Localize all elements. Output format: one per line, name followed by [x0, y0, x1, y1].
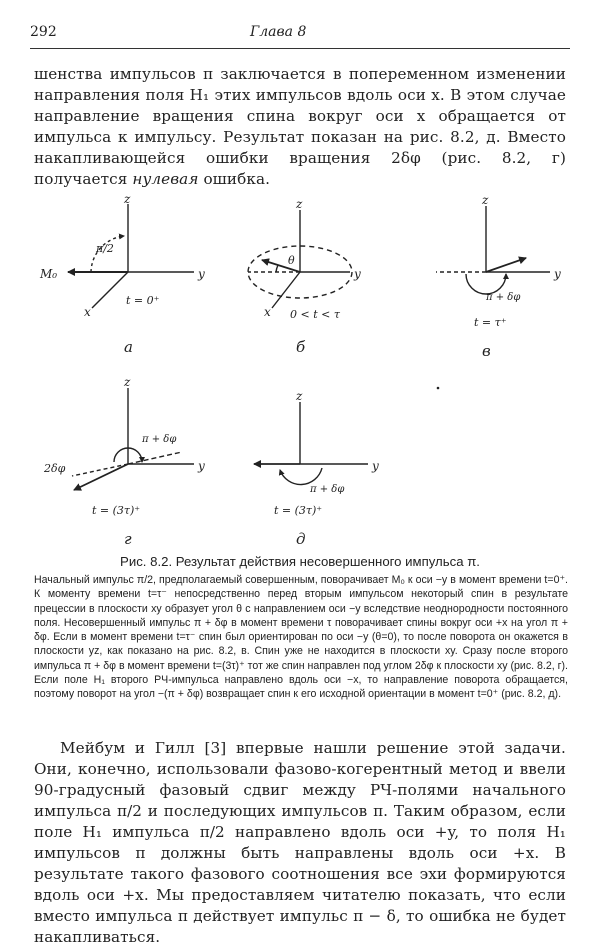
panel-a-text	[39, 192, 205, 356]
panel-a-vector-label: M₀	[40, 267, 58, 281]
panel-e-text	[274, 389, 379, 548]
panel-d-text	[43, 375, 205, 548]
panel-c-angle-label: π + δφ	[486, 292, 521, 303]
panel-a-time-label: t = 0⁺	[126, 294, 160, 307]
panel-d-spin-vector	[74, 464, 128, 490]
panel-b-letter: б	[296, 338, 306, 356]
panel-c-y-label: y	[554, 267, 561, 281]
panel-d-time-label: t = (3τ)⁺	[92, 504, 141, 517]
chapter-title: Глава 8	[250, 24, 307, 40]
header-rule	[30, 48, 570, 49]
panel-e-y-label: y	[372, 459, 379, 473]
panel-e-z-label: z	[296, 389, 303, 403]
figure-8-2	[0, 190, 600, 550]
panel-d-error-label: 2δφ	[44, 462, 66, 475]
panel-d-y-label: y	[198, 459, 205, 473]
panel-c-rotation-arc	[466, 274, 506, 294]
paragraph-1-end: ошибка.	[203, 170, 271, 188]
paragraph-1	[34, 64, 566, 190]
panel-d-letter: г	[124, 530, 132, 548]
panel-b-angle-label: θ	[288, 254, 295, 267]
panel-c-dot	[437, 387, 440, 390]
panel-b	[248, 210, 352, 308]
panel-e	[254, 402, 368, 485]
panel-a-z-label: z	[124, 192, 131, 206]
panel-c-time-label: t = τ⁺	[474, 316, 507, 329]
panel-e-time-label: t = (3τ)⁺	[274, 504, 323, 517]
panel-a-x-axis	[92, 272, 128, 308]
figure-caption-title: Рис. 8.2. Результат действия несовершенного импульса π.	[120, 554, 480, 569]
panel-a	[68, 204, 194, 308]
panel-a-angle-label: π/2	[96, 242, 114, 255]
panel-e-letter: д	[296, 530, 306, 548]
panel-e-rotation-arc	[280, 468, 322, 485]
panel-c-letter: в	[482, 342, 491, 360]
panel-a-letter: а	[124, 338, 133, 356]
panel-a-y-label: y	[198, 267, 205, 281]
panel-b-z-label: z	[296, 197, 303, 211]
panel-b-x-label: x	[264, 305, 271, 319]
panel-c	[436, 206, 550, 294]
panel-d-angle-label: π + δφ	[142, 434, 177, 445]
panel-a-x-label: x	[84, 305, 91, 319]
panel-b-text	[264, 197, 361, 356]
panel-b-theta-arc	[276, 265, 278, 272]
panel-c-spin-vector	[486, 258, 526, 272]
panel-c-text	[474, 193, 561, 360]
panel-b-y-label: y	[354, 267, 361, 281]
paragraph-1-emphasis: нулевая	[132, 170, 199, 188]
panel-d-z-label: z	[124, 375, 131, 389]
panel-e-angle-label: π + δφ	[310, 484, 345, 495]
page-number: 292	[30, 24, 57, 40]
panel-b-time-label: 0 < t < τ	[290, 308, 340, 321]
figure-caption-body: Начальный импульс π/2, предполагаемый совершенным, поворачивает M₀ к оси −y в момент времени t=0⁺. К моменту времени t=τ⁻ непосредственно перед вторым импульсом некоторый спин в результате прецессии в плоскости xy образует угол θ с направлением оси −y вследствие неоднородности постоянного поля. Несовершенный импульс π + δφ в момент времени τ поворачивает спины вокруг оси +x на угол π + δφ. Если в момент времени t=τ⁻ спин был ориентирован по оси −y (θ=0), то после поворота он окажется в плоскости yz, как показано на рис. 8.2, в. Спин уже не находится в плоскости xy. Сразу после второго импульса π + δφ в момент времени t=(3τ)⁺ тот же спин направлен под углом 2δφ к плоскости xy (рис. 8.2, г). Если поле H₁ второго РЧ-импульса направлено вдоль оси −x, то направление поворота обращается, поэтому поворот на угол −(π + δφ) возвращает спин к его исходной ориентации в момент t=0⁺ (рис. 8.2, д).	[34, 574, 568, 701]
paragraph-1-text: шенства импульсов π заключается в попеременном изменении направления поля H₁ этих импульсов вдоль оси x. В этом случае направление вращения спина вокруг оси x обращается от импульса к импульсу. Результат показан на рис. 8.2, д. Вместо накапливающейся ошибки вращения 2δφ (рис. 8.2, г) получается	[34, 65, 566, 188]
page-header	[30, 24, 570, 44]
paragraph-2: Мейбум и Гилл [3] впервые нашли решение этой задачи. Они, конечно, использовали фазово-когерентный метод и ввели 90-градусный фазовый сдвиг между РЧ-полями начального импульса π/2 и последующих импульсов π. Таким образом, если поле H₁ импульса π/2 направлено вдоль оси +y, то поля H₁ импульсов π должны быть направлены вдоль оси +x. В результате такого фазового соотношения все эхи формируются вдоль оси +x. Мы предоставляем читателю показать, что если вместо импульса π действует импульс π − δ, то ошибка не будет накапливаться.	[34, 739, 566, 946]
panel-c-z-label: z	[482, 193, 489, 207]
